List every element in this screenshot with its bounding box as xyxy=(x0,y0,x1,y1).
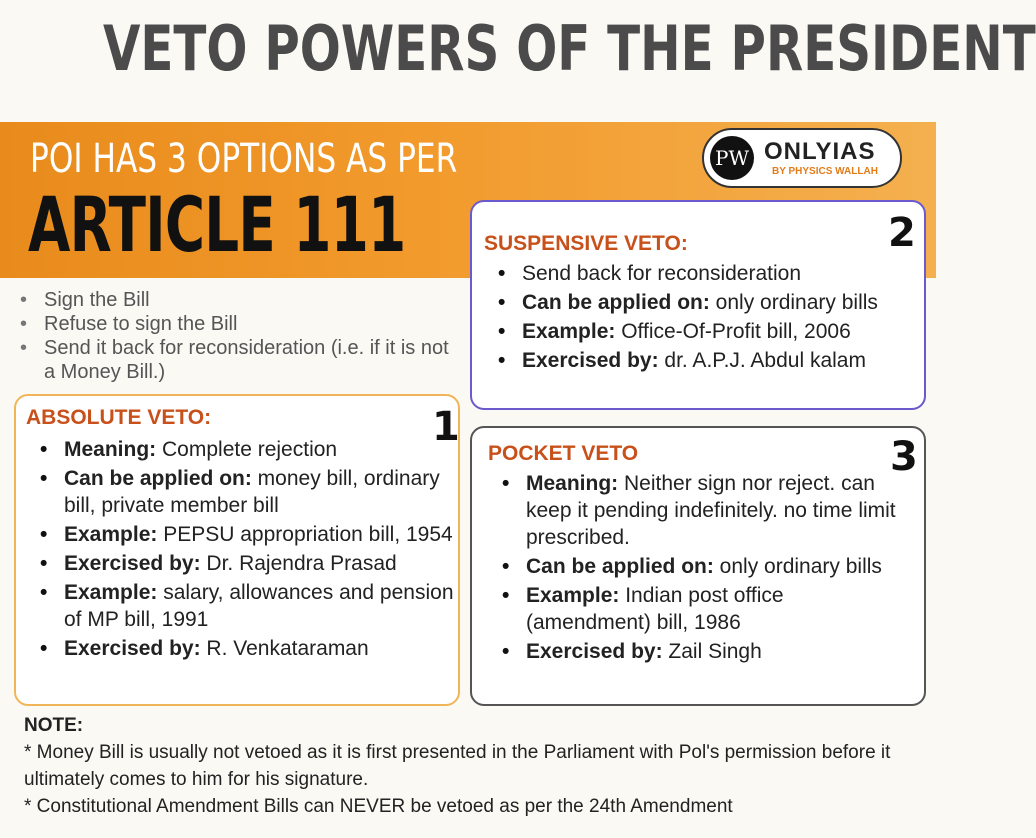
card-number: 3 xyxy=(890,434,918,480)
note-heading: NOTE: xyxy=(24,715,84,736)
page-title: VETO POWERS OF THE PRESIDENT xyxy=(102,12,1036,85)
card-list xyxy=(526,470,906,667)
list-item: • Exercised by: Dr. Rajendra Prasad xyxy=(64,550,454,577)
list-item: • Exercised by: dr. A.P.J. Abdul kalam xyxy=(522,347,922,374)
list-item: • Exercised by: R. Venkataraman xyxy=(64,635,454,662)
logo-brand: ONLYIAS xyxy=(764,138,876,165)
list-item: • Can be applied on: only ordinary bills xyxy=(526,553,906,580)
note-line: * Constitutional Amendment Bills can NEVER be vetoed as per the 24th Amendment xyxy=(24,796,733,817)
list-item: • Send it back for reconsideration (i.e. if it is not a Money Bill.) xyxy=(44,336,464,384)
card-title: SUSPENSIVE VETO: xyxy=(484,232,688,255)
list-item: • Meaning: Neither sign nor reject. can keep it pending indefinitely. no time limit prescribed. xyxy=(526,470,906,551)
list-item: • Can be applied on: money bill, ordinary bill, private member bill xyxy=(64,465,454,519)
note-section xyxy=(24,712,924,820)
card-list xyxy=(522,260,922,376)
suspensive-veto-card-inner xyxy=(470,200,926,410)
logo-tagline: BY PHYSICS WALLAH xyxy=(772,166,878,177)
card-title: POCKET VETO xyxy=(488,442,639,465)
list-item: • Example: Office-Of-Profit bill, 2006 xyxy=(522,318,922,345)
card-number: 2 xyxy=(888,210,916,256)
banner-subtitle: POI HAS 3 OPTIONS AS PER xyxy=(30,136,458,182)
list-item: • Send back for reconsideration xyxy=(522,260,922,287)
pw-logo-icon: PW xyxy=(710,136,754,180)
list-item: • Sign the Bill xyxy=(44,288,464,312)
list-item: • Example: PEPSU appropriation bill, 1954 xyxy=(64,521,454,548)
pocket-veto-card xyxy=(470,426,926,706)
list-item: • Can be applied on: only ordinary bills xyxy=(522,289,922,316)
list-item: • Example: salary, allowances and pension of MP bill, 1991 xyxy=(64,579,454,633)
list-item: • Example: Indian post office (amendment) bill, 1986 xyxy=(526,582,906,636)
absolute-veto-card xyxy=(14,394,460,706)
card-list xyxy=(64,436,454,664)
banner-heading: ARTICLE 111 xyxy=(28,180,406,269)
list-item: • Refuse to sign the Bill xyxy=(44,312,464,336)
list-item: • Exercised by: Zail Singh xyxy=(526,638,906,665)
note-line: * Money Bill is usually not vetoed as it is first presented in the Parliament with Pol's permission before it ultimately comes to him for his signature. xyxy=(24,742,891,790)
brand-logo xyxy=(702,128,902,188)
card-title: ABSOLUTE VETO: xyxy=(26,406,212,429)
list-item: • Meaning: Complete rejection xyxy=(64,436,454,463)
card-number: 1 xyxy=(432,404,460,450)
options-list xyxy=(44,288,464,384)
